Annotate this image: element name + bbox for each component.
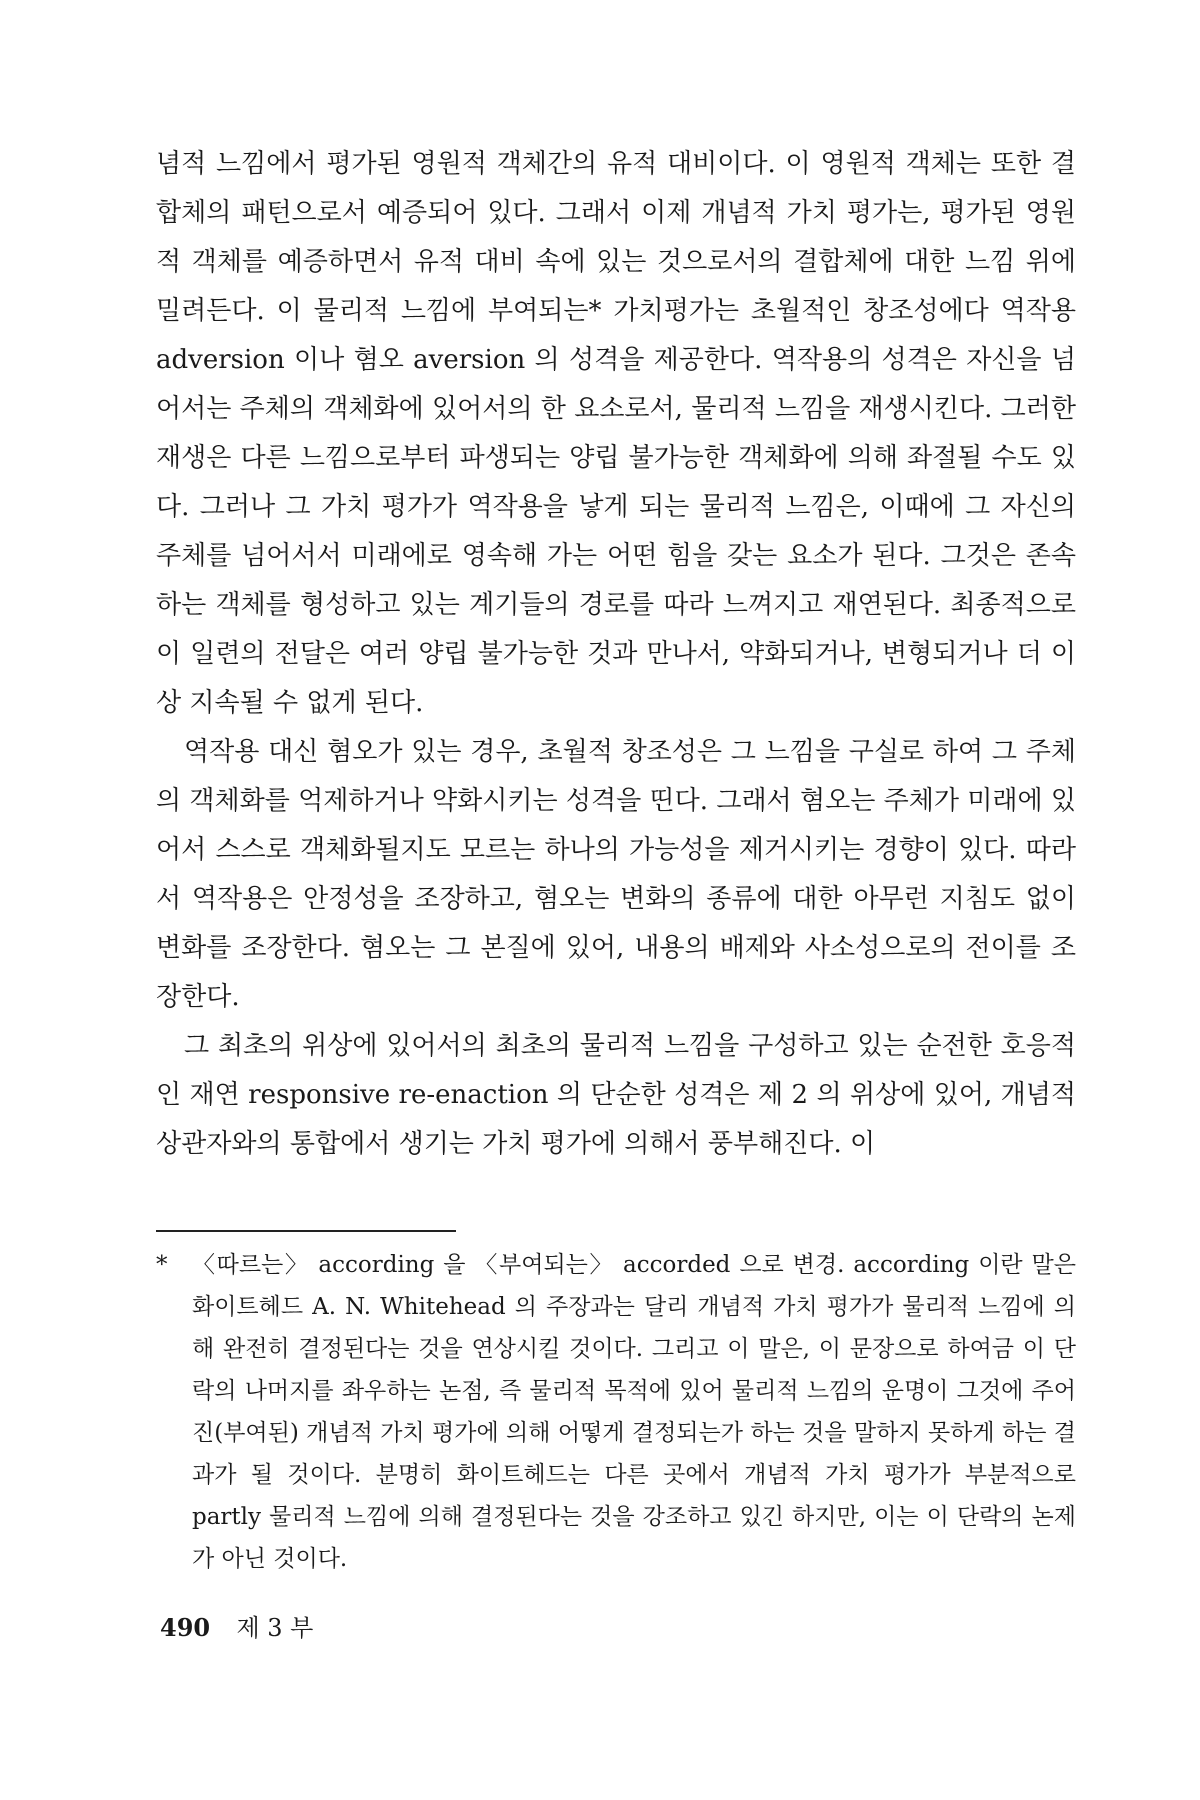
footnote-text: 〈따르는〉 according 을 〈부여되는〉 accorded 으로 변경. according 이란 말은 화이트헤드 A. N. Whitehead 의 주장과는 달리 개념적 가치 평가가 물리적 느낌에 의해 완전히 결정된다는 것을 연상시킬 것이다. 그리고 이 말은, 이 문장으로 하여금 이 단락의 나머지를 좌우하는 논점, 즉 물리적 목적에 있어 물리적 느낌의 운명이 그것에 주어진(부여된) 개념적 가치 평가에 의해 어떻게 결정되는가 하는 것을 말하지 못하게 하는 결과가 될 것이다. 분명히 화이트헤드는 다른 곳에서 개념적 가치 평가가 부분적으로 partly 물리적 느낌에 의해 결정된다는 것을 강조하고 있긴 하지만, 이는 이 단락의 논제가 아닌 것이다. (192, 1252, 1076, 1572)
footnote-divider (156, 1230, 456, 1232)
paragraph-3: 그 최초의 위상에 있어서의 최초의 물리적 느낌을 구성하고 있는 순전한 호응적인 재연 responsive re-enaction 의 단순한 성격은 제 2 의 위상에 있어, 개념적 상관자와의 통합에서 생기는 가치 평가에 의해서 풍부해진다. 이 (156, 1031, 1077, 1159)
part-label: 제 3 부 (236, 1614, 314, 1642)
body-text (156, 140, 1076, 1169)
page-number: 490 (160, 1613, 211, 1642)
footnote-row (156, 1244, 1076, 1580)
paragraph-1: 념적 느낌에서 평가된 영원적 객체간의 유적 대비이다. 이 영원적 객체는 또한 결합체의 패턴으로서 예증되어 있다. 그래서 이제 개념적 가치 평가는, 평가된 영원적 객체를 예증하면서 유적 대비 속에 있는 것으로서의 결합체에 대한 느낌 위에 밀려든다. 이 물리적 느낌에 부여되는* 가치평가는 초월적인 창조성에다 역작용 adversion 이나 혐오 aversion 의 성격을 제공한다. 역작용의 성격은 자신을 넘어서는 주체의 객체화에 있어서의 한 요소로서, 물리적 느낌을 재생시킨다. 그러한 재생은 다른 느낌으로부터 파생되는 양립 불가능한 객체화에 의해 좌절될 수도 있다. 그러나 그 가치 평가가 역작용을 낳게 되는 물리적 느낌은, 이때에 그 자신의 주체를 넘어서서 미래에로 영속해 가는 어떤 힘을 갖는 요소가 된다. 그것은 존속하는 객체를 형성하고 있는 계기들의 경로를 따라 느껴지고 재연된다. 최종적으로 이 일련의 전달은 여러 양립 불가능한 것과 만나서, 약화되거나, 변형되거나 더 이상 지속될 수 없게 된다. (156, 149, 1076, 718)
footnote-asterisk: * (156, 1252, 168, 1278)
page-footer (160, 1608, 313, 1643)
paragraph-2: 역작용 대신 혐오가 있는 경우, 초월적 창조성은 그 느낌을 구실로 하여 그 주체의 객체화를 억제하거나 약화시키는 성격을 띤다. 그래서 혐오는 주체가 미래에 있어서 스스로 객체화될지도 모르는 하나의 가능성을 제거시키는 경향이 있다. 따라서 역작용은 안정성을 조장하고, 혐오는 변화의 종류에 대한 아무런 지침도 없이 변화를 조장한다. 혐오는 그 본질에 있어, 내용의 배제와 사소성으로의 전이를 조장한다. (156, 737, 1076, 1012)
footnote (156, 1244, 1076, 1580)
